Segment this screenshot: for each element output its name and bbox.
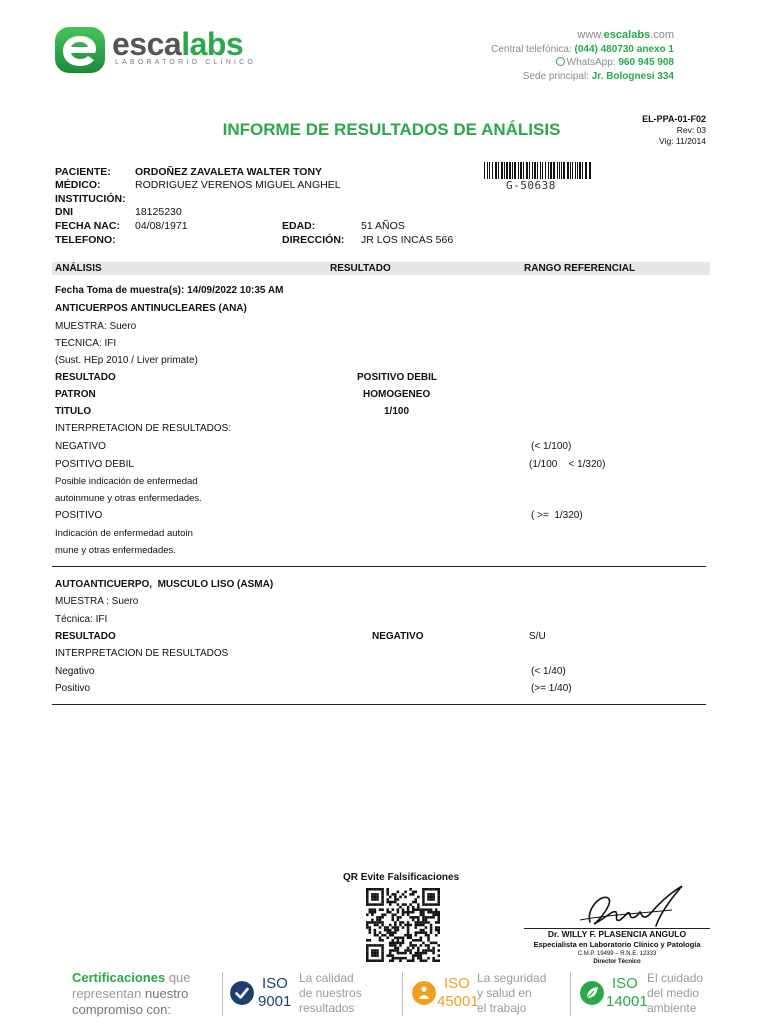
phone-label: Central telefónica: bbox=[491, 43, 572, 55]
iso45001-label-a: ISO bbox=[444, 975, 470, 992]
fecha-nac-label: FECHA NAC: bbox=[55, 220, 120, 232]
ana-title: ANTICUERPOS ANTINUCLEARES (ANA) bbox=[55, 303, 247, 314]
contact-info bbox=[491, 29, 674, 83]
phone-line bbox=[491, 43, 674, 57]
sede-line bbox=[491, 70, 674, 84]
phone-value: (044) 480730 anexo 1 bbox=[574, 43, 674, 55]
medico-value: RODRIGUEZ VERENOS MIGUEL ANGHEL bbox=[135, 179, 341, 191]
fecha-nac-value: 04/08/1971 bbox=[135, 220, 188, 232]
sede-value: Jr. Bolognesi 334 bbox=[591, 70, 674, 82]
header-rango: RANGO REFERENCIAL bbox=[524, 263, 636, 274]
institucion-label: INSTITUCIÓN: bbox=[55, 193, 126, 205]
fecha-toma: Fecha Toma de muestra(s): 14/09/2022 10:35 AM bbox=[55, 285, 284, 296]
dni-label: DNI bbox=[55, 206, 74, 218]
iso45001-desc-a: La seguridad bbox=[477, 971, 547, 985]
logo-word-labs: labs bbox=[181, 26, 244, 62]
sede-label: Sede principal: bbox=[522, 70, 589, 82]
ana-pos-debil-note1: Posible indicación de enfermedad bbox=[55, 476, 198, 487]
section-divider-1 bbox=[52, 566, 706, 567]
asma-resultado-value: NEGATIVO bbox=[372, 631, 424, 642]
ana-positivo-note2: mune y otras enfermedades. bbox=[55, 545, 176, 556]
signer-name: Dr. WILLY F. PLASENCIA ANGULO bbox=[547, 929, 687, 939]
ana-tecnica: TECNICA: IFI bbox=[55, 338, 117, 349]
iso14001-desc-b: del medio bbox=[647, 986, 700, 1000]
direccion-label: DIRECCIÓN: bbox=[282, 234, 345, 246]
iso45001-label-b: 45001 bbox=[437, 993, 479, 1010]
iso14001-desc-a: El cuidado bbox=[647, 971, 704, 985]
edad-value: 51 AÑOS bbox=[361, 220, 405, 232]
ana-positivo-note1: Indicación de enfermedad autoin bbox=[55, 528, 193, 539]
asma-resultado-range: S/U bbox=[529, 631, 546, 642]
iso14001-desc bbox=[647, 971, 727, 1016]
asma-positivo: Positivo bbox=[55, 683, 91, 694]
signer-cmp: C.M.P. 19499 – R.N.E. 12333 bbox=[577, 951, 657, 957]
header-resultado: RESULTADO bbox=[330, 263, 391, 274]
ana-resultado-label: RESULTADO bbox=[55, 372, 116, 383]
intro-e: compromiso con: bbox=[72, 1002, 171, 1017]
ana-interp-label: INTERPRETACION DE RESULTADOS: bbox=[55, 423, 232, 434]
qr-label: QR Evite Falsificaciones bbox=[343, 872, 460, 883]
edad-label: EDAD: bbox=[282, 220, 316, 232]
url-suffix: .com bbox=[650, 29, 674, 41]
intro-d: nuestro bbox=[145, 986, 189, 1001]
whatsapp-label: WhatsApp: bbox=[566, 57, 616, 68]
paciente-label: PACIENTE: bbox=[55, 166, 111, 178]
ana-patron-label: PATRON bbox=[55, 389, 96, 400]
iso45001-person-icon bbox=[412, 981, 436, 1005]
asma-positivo-range: (>= 1/40) bbox=[531, 683, 572, 694]
ana-pos-debil-range: (1/100 < 1/320) bbox=[529, 459, 606, 470]
intro-b: que bbox=[165, 970, 191, 985]
iso45001-desc-c: el trabajo bbox=[477, 1001, 527, 1015]
ana-resultado-value: POSITIVO DEBIL bbox=[357, 372, 438, 383]
signer-title: Especialista en Laboratorio Clínico y Patología bbox=[533, 940, 701, 949]
paciente-value: ORDOÑEZ ZAVALETA WALTER TONY bbox=[135, 166, 323, 178]
iso9001-desc-c: resultados bbox=[299, 1001, 355, 1015]
footer-separator-2 bbox=[402, 972, 403, 1016]
asma-resultado-label: RESULTADO bbox=[55, 631, 116, 642]
form-code: EL-PPA-01-F02 bbox=[642, 114, 706, 124]
ana-negativo-range: (< 1/100) bbox=[531, 441, 572, 452]
iso14001-leaf-icon bbox=[580, 981, 604, 1005]
intro-a: Certificaciones bbox=[72, 970, 166, 985]
asma-negativo-range: (< 1/40) bbox=[531, 666, 566, 677]
iso9001-label-a: ISO bbox=[262, 975, 288, 992]
signature-icon bbox=[560, 880, 695, 932]
url-prefix: www. bbox=[577, 29, 604, 41]
footer-separator-1 bbox=[222, 972, 223, 1016]
barcode-icon bbox=[484, 162, 594, 179]
section-divider-2 bbox=[52, 704, 706, 705]
signer-role: Director Técnico bbox=[593, 959, 641, 965]
whatsapp-value: 960 945 908 bbox=[618, 57, 674, 68]
asma-title: AUTOANTICUERPO, MUSCULO LISO (ASMA) bbox=[55, 579, 274, 590]
escalabs-logo-icon bbox=[55, 27, 105, 73]
ana-positivo-range: ( >= 1/320) bbox=[531, 510, 583, 521]
whatsapp-line bbox=[491, 56, 674, 70]
iso9001-desc-a: La calidad bbox=[299, 971, 354, 985]
dni-value: 18125230 bbox=[135, 206, 182, 218]
document-code bbox=[642, 114, 706, 147]
iso9001-desc-b: de nuestros bbox=[299, 986, 362, 1000]
ana-titulo-value: 1/100 bbox=[384, 406, 410, 417]
ana-muestra: MUESTRA: Suero bbox=[55, 321, 137, 332]
asma-interp-label: INTERPRETACION DE RESULTADOS bbox=[55, 648, 229, 659]
barcode-number: G-50638 bbox=[506, 179, 556, 192]
ana-titulo-label: TITULO bbox=[55, 406, 92, 417]
iso9001-desc bbox=[299, 971, 379, 1016]
direccion-value: JR LOS INCAS 566 bbox=[361, 234, 454, 246]
telefono-label: TELEFONO: bbox=[55, 234, 116, 246]
report-title: INFORME DE RESULTADOS DE ANÁLISIS bbox=[222, 120, 561, 139]
logo-word-esca: esca bbox=[112, 26, 182, 62]
iso14001-desc-c: ambiente bbox=[647, 1001, 697, 1015]
url-brand: escalabs bbox=[603, 29, 651, 41]
ana-pos-debil: POSITIVO DEBIL bbox=[55, 459, 134, 470]
medico-label: MÉDICO: bbox=[55, 179, 101, 191]
asma-negativo: Negativo bbox=[55, 666, 95, 677]
intro-c: representan bbox=[72, 986, 145, 1001]
validity: Vig: 11/2014 bbox=[659, 136, 706, 146]
iso14001-label-a: ISO bbox=[612, 975, 638, 992]
iso45001-desc-b: y salud en bbox=[477, 986, 532, 1000]
asma-tecnica: Técnica: IFI bbox=[55, 614, 108, 625]
ana-patron-value: HOMOGENEO bbox=[363, 389, 431, 400]
iso9001-label-b: 9001 bbox=[258, 993, 292, 1010]
footer-separator-3 bbox=[570, 972, 571, 1016]
header-analisis: ANÁLISIS bbox=[55, 263, 102, 274]
ana-pos-debil-note2: autoinmune y otras enfermedades. bbox=[55, 493, 202, 504]
logo-wordmark bbox=[112, 24, 243, 64]
logo-subtitle: LABORATORIO CLÍNICO bbox=[115, 59, 257, 66]
website-url[interactable] bbox=[491, 29, 674, 43]
certifications-intro bbox=[72, 970, 222, 1018]
qr-code-icon[interactable] bbox=[366, 888, 440, 962]
revision: Rev: 03 bbox=[676, 125, 706, 135]
iso14001-label-b: 14001 bbox=[606, 993, 648, 1010]
iso45001-desc bbox=[477, 971, 557, 1016]
ana-positivo: POSITIVO bbox=[55, 510, 103, 521]
iso9001-check-icon bbox=[230, 981, 254, 1005]
ana-negativo: NEGATIVO bbox=[55, 441, 106, 452]
whatsapp-icon bbox=[556, 57, 565, 66]
asma-muestra: MUESTRA : Suero bbox=[55, 596, 139, 607]
ana-sust: (Sust. HEp 2010 / Liver primate) bbox=[55, 355, 198, 366]
